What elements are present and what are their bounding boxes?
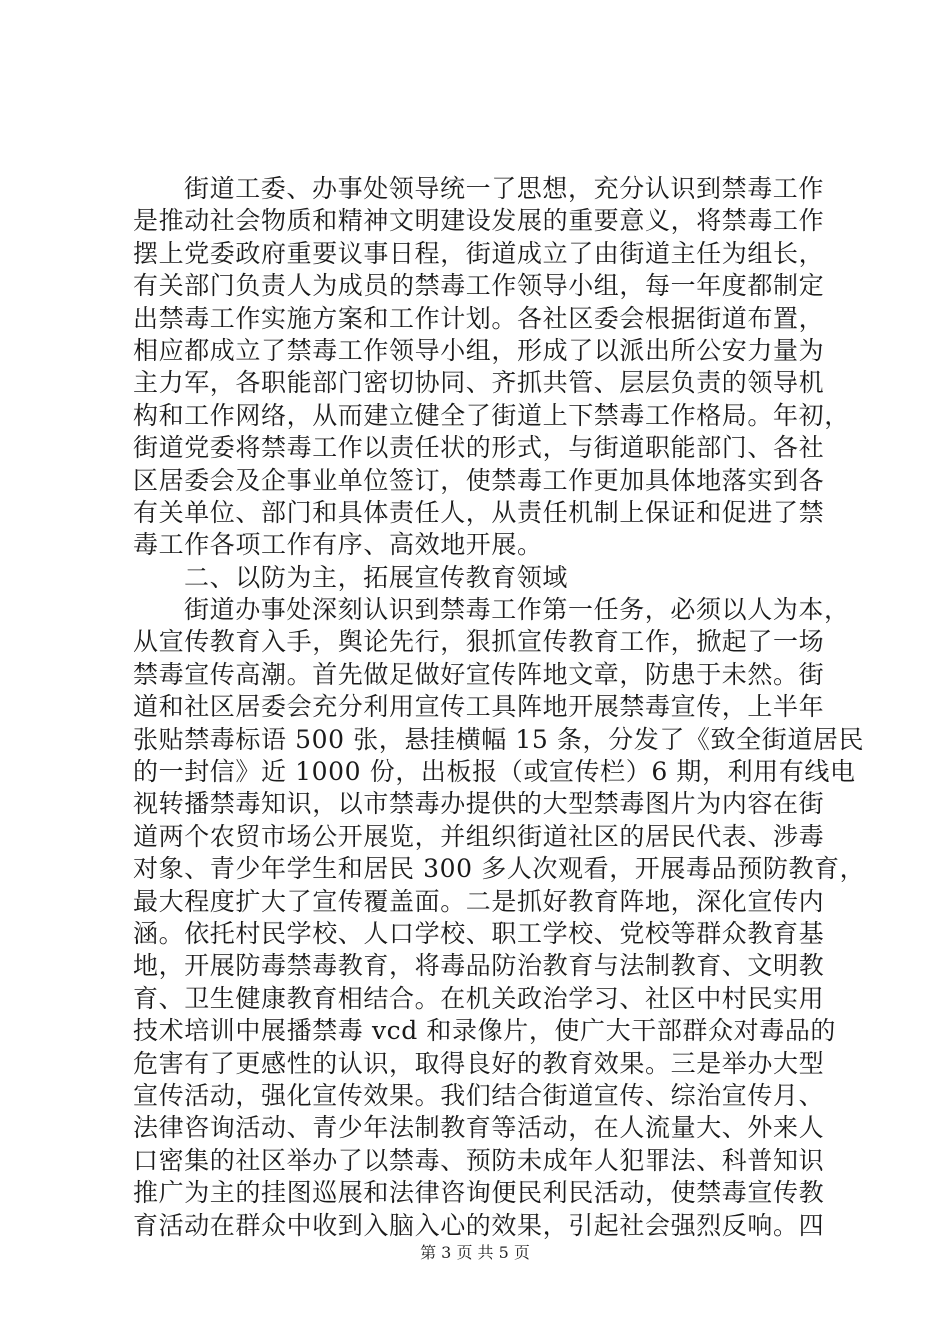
text-line: 街道办事处深刻认识到禁毒工作第一任务，必须以人为本，	[184, 595, 850, 625]
text-line: 地，开展防毒禁毒教育，将毒品防治教育与法制教育、文明教	[133, 951, 825, 981]
text-line: 是推动社会物质和精神文明建设发展的重要意义，将禁毒工作	[133, 206, 825, 236]
text-line: 危害有了更感性的认识，取得良好的教育效果。三是举办大型	[133, 1048, 825, 1078]
text-line: 推广为主的挂图巡展和法律咨询便民利民活动，使禁毒宣传教	[133, 1178, 825, 1208]
text-line: 禁毒宣传高潮。首先做足做好宣传阵地文章，防患于未然。街	[133, 659, 825, 689]
text-line: 有关部门负责人为成员的禁毒工作领导小组，每一年度都制定	[133, 271, 825, 301]
text-line: 二、以防为主，拓展宣传教育领域	[184, 562, 569, 592]
text-line: 街道工委、办事处领导统一了思想，充分认识到禁毒工作	[184, 174, 825, 203]
text-line: 摆上党委政府重要议事日程，街道成立了由街道主任为组长，	[133, 238, 825, 268]
text-line: 张贴禁毒标语 500 张，悬挂横幅 15 条，分发了《致全街道居民	[133, 724, 865, 754]
text-line: 构和工作网络，从而建立健全了街道上下禁毒工作格局。年初，	[133, 400, 850, 430]
text-line: 相应都成立了禁毒工作领导小组，形成了以派出所公安力量为	[133, 335, 825, 365]
text-line: 主力军，各职能部门密切协同、齐抓共管、层层负责的领导机	[133, 368, 825, 398]
text-line: 涵。依托村民学校、人口学校、职工学校、党校等群众教育基	[133, 918, 825, 948]
text-line: 育、卫生健康教育相结合。在机关政治学习、社区中村民实用	[133, 983, 825, 1013]
text-line: 技术培训中展播禁毒 vcd 和录像片，使广大干部群众对毒品的	[133, 1016, 837, 1046]
text-line: 最大程度扩大了宣传覆盖面。二是抓好教育阵地，深化宣传内	[133, 886, 825, 916]
body-text	[133, 173, 866, 1242]
text-line: 道两个农贸市场公开展览，并组织街道社区的居民代表、涉毒	[133, 821, 825, 851]
text-line: 视转播禁毒知识，以市禁毒办提供的大型禁毒图片为内容在街	[133, 789, 825, 819]
text-line: 从宣传教育入手，舆论先行，狠抓宣传教育工作，掀起了一场	[133, 627, 825, 657]
text-line: 口密集的社区举办了以禁毒、预防未成年人犯罪法、科普知识	[133, 1145, 825, 1175]
text-line: 街道党委将禁毒工作以责任状的形式，与街道职能部门、各社	[133, 433, 825, 463]
text-line: 出禁毒工作实施方案和工作计划。各社区委会根据街道布置，	[133, 303, 825, 333]
text-line: 的一封信》近 1000 份，出板报（或宣传栏）6 期，利用有线电	[133, 757, 856, 787]
text-line: 宣传活动，强化宣传效果。我们结合街道宣传、综治宣传月、	[133, 1080, 825, 1110]
text-line: 区居委会及企事业单位签订，使禁毒工作更加具体地落实到各	[133, 465, 825, 495]
text-line: 对象、青少年学生和居民 300 多人次观看，开展毒品预防教育，	[133, 854, 866, 884]
text-line: 育活动在群众中收到入脑入心的效果，引起社会强烈反响。四	[133, 1210, 825, 1240]
text-line: 道和社区居委会充分利用宣传工具阵地开展禁毒宣传，上半年	[133, 692, 825, 722]
page-footer: 第 3 页 共 5 页	[420, 1243, 530, 1262]
text-line: 法律咨询活动、青少年法制教育等活动，在人流量大、外来人	[133, 1113, 825, 1143]
text-line: 毒工作各项工作有序、高效地开展。	[133, 530, 543, 560]
text-line: 有关单位、部门和具体责任人，从责任机制上保证和促进了禁	[133, 497, 825, 527]
